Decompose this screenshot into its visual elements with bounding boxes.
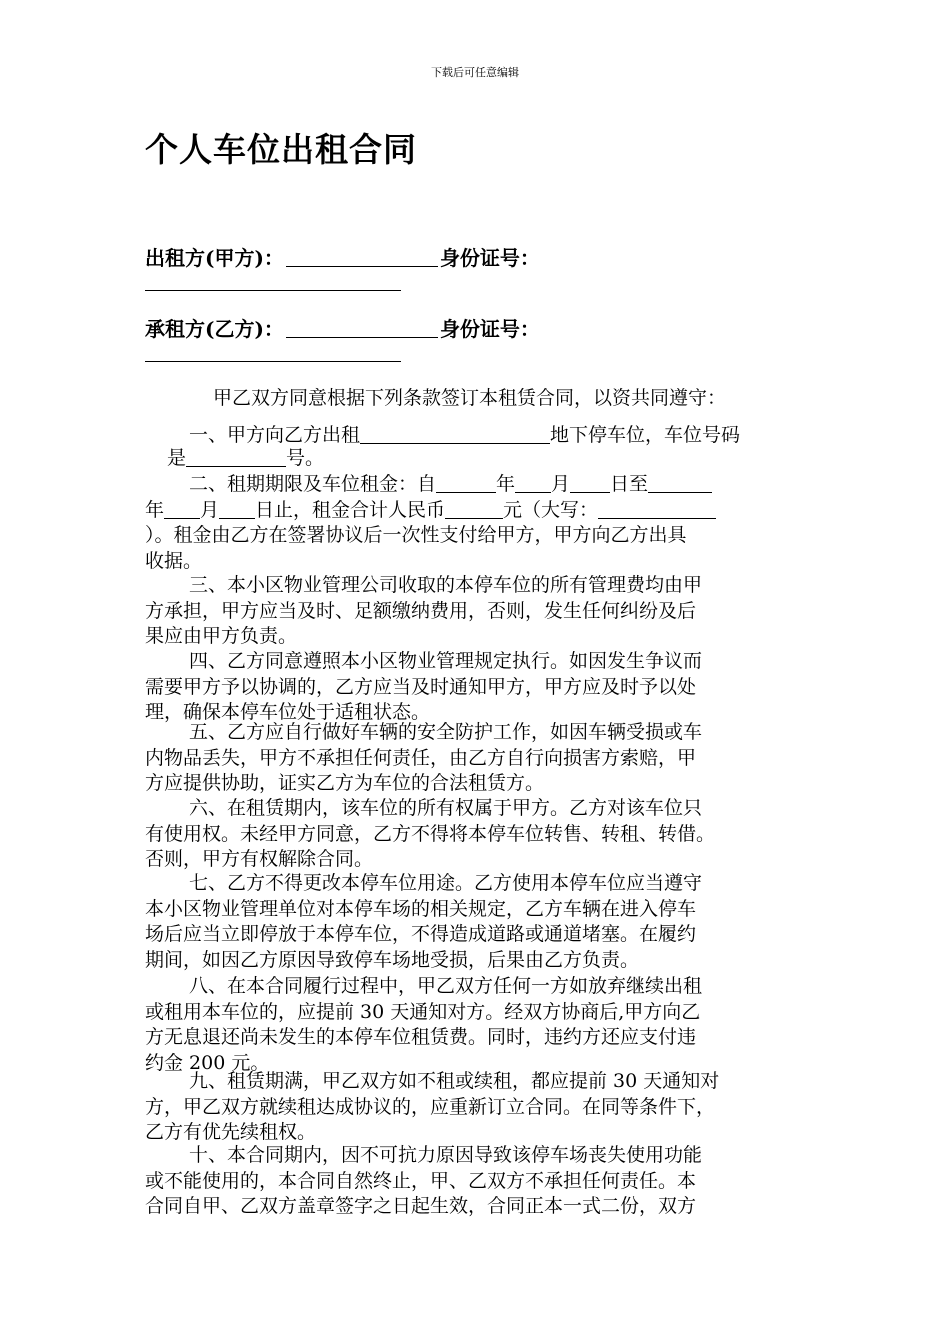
end-day-blank[interactable] [219, 500, 255, 519]
clause-1 [145, 423, 805, 471]
clause-10: 十、本合同期内，因不可抗力原因导致该停车场丧失使用功能 或不能使用的，本合同自然终止，甲、乙双方不承担任何责任。本 合同自甲、乙双方盖章签字之日起生效，合同正本一式二份，双方 [145, 1144, 703, 1217]
lessee-id-label: 身份证号： [439, 317, 540, 341]
end-year-blank[interactable] [648, 474, 712, 493]
clause-5: 五、乙方应自行做好车辆的安全防护工作，如因车辆受损或车 内物品丢失，甲方不承担任何责任，由乙方自行向损害方索赔，甲 方应提供协助，证实乙方为车位的合法租赁方。 [145, 721, 703, 794]
lessee-line [145, 316, 540, 342]
document-title: 个人车位出租合同 [145, 130, 417, 169]
lessor-label: 出租方(甲方)： [145, 246, 284, 270]
parking-location-blank[interactable] [360, 425, 550, 444]
start-month-blank[interactable] [515, 474, 551, 493]
intro-paragraph: 甲乙双方同意根据下列条款签订本租赁合同，以资共同遵守： [213, 387, 727, 409]
clause-1-text-a: 一、甲方向乙方出租 [189, 424, 361, 446]
clause-2-line-4: 收据。 [145, 549, 203, 572]
day-to-label: 日至 [610, 473, 649, 495]
clause-8: 八、在本合同履行过程中，甲乙双方任何一方如放弃继续出租 或租用本车位的，应提前 30 天通知对方。经双方协商后,甲方向乙 方无息退还尚未发生的本停车位租赁费。同时，违约方还应支付违 约金 200 元。 [145, 975, 703, 1074]
header-note: 下载后可任意编辑 [431, 66, 519, 79]
lessee-name-blank[interactable] [286, 317, 438, 338]
lessor-name-blank[interactable] [286, 246, 438, 267]
lessee-id-blank[interactable] [145, 361, 401, 362]
clause-9: 九、租赁期满，甲乙双方如不租或续租，都应提前 30 天通知对 方，甲乙双方就续租达成协议的，应重新订立合同。在同等条件下， 乙方有优先续租权。 [145, 1070, 720, 1143]
month-label: 月 [551, 473, 571, 495]
year-label: 年 [496, 473, 516, 495]
spot-number-blank[interactable] [186, 448, 286, 467]
end-year-label: 年 [145, 498, 165, 521]
clause-2 [145, 472, 805, 574]
clause-6: 六、在租赁期内，该车位的所有权属于甲方。乙方对该车位只 有使用权。未经甲方同意，乙方不得将本停车位转售、转租、转借。 否则，甲方有权解除合同。 [145, 797, 716, 870]
start-day-blank[interactable] [570, 474, 610, 493]
clause-1-text-c: 是 [167, 446, 187, 469]
clause-4: 四、乙方同意遵照本小区物业管理规定执行。如因发生争议而 需要甲方予以协调的，乙方应当及时通知甲方，甲方应及时予以处 理，确保本停车位处于适租状态。 [145, 650, 703, 723]
rent-capital-blank[interactable] [598, 500, 716, 519]
clause-2-rent-text: 日止，租金合计人民币 [255, 498, 446, 521]
clause-7: 七、乙方不得更改本停车位用途。乙方使用本停车位应当遵守 本小区物业管理单位对本停车场的相关规定，乙方车辆在进入停车 场后应当立即停放于本停车位，不得造成道路或通道堵塞。在履约 期间，如因乙方原因导致停车场地受损，后果由乙方负责。 [145, 872, 703, 971]
end-month-blank[interactable] [164, 500, 200, 519]
clause-2-line-3: ）。租金由乙方在签署协议后一次性支付给甲方，甲方向乙方出具 [145, 524, 687, 546]
lessee-label: 承租方(乙方)： [145, 317, 284, 341]
clause-3: 三、本小区物业管理公司收取的本停车位的所有管理费均由甲 方承担，甲方应当及时、足额缴纳费用，否则，发生任何纠纷及后 果应由甲方负责。 [145, 574, 703, 647]
lessor-id-blank[interactable] [145, 290, 401, 291]
clause-1-text-d: 号。 [286, 446, 325, 469]
lessor-line [145, 245, 540, 271]
lessor-id-label: 身份证号： [439, 246, 540, 270]
start-year-blank[interactable] [436, 474, 496, 493]
clause-1-text-b: 地下停车位，车位号码 [550, 424, 741, 446]
rent-amount-blank[interactable] [445, 500, 503, 519]
end-month-label: 月 [200, 498, 220, 521]
clause-2-yuan-text: 元（大写： [503, 498, 599, 521]
clause-2-text-a: 二、租期期限及车位租金：自 [189, 473, 437, 495]
